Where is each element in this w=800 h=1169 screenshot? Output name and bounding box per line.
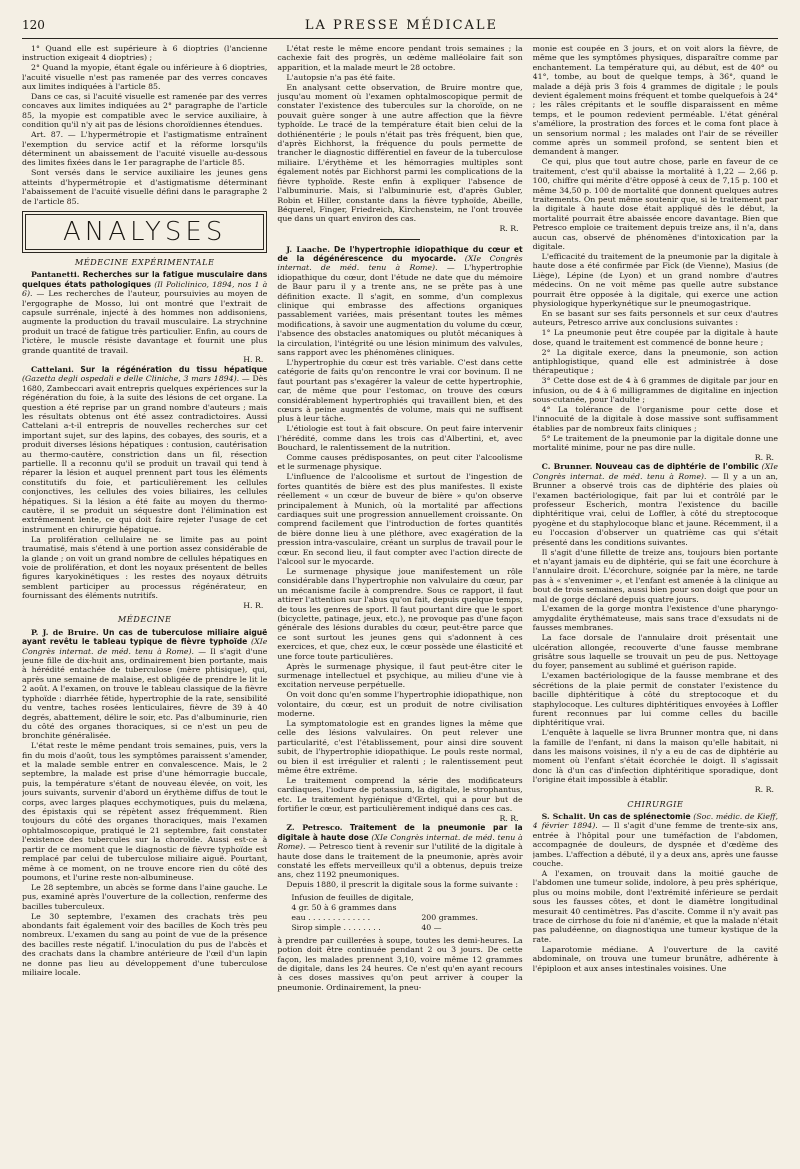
header-rule bbox=[22, 38, 778, 39]
article-paragraph: Le 28 septembre, un abcès se forme dans l'aine gauche. Le pus, examiné après l'ouverture de la collection, renferme des bacilles tuberculeux. bbox=[22, 882, 268, 911]
column-2 bbox=[277, 44, 522, 1159]
article-signature: R. R. bbox=[754, 785, 774, 795]
article-paragraph: Le traitement comprend la série des modificateurs cardiaques, l'iodure de potassium, la digitale, le strophantus, etc. Le traitement hygiénique d'Œrtel, qui a pour but de fortifier le cœur, est particulièrement indiqué dans ces cas. bbox=[277, 775, 523, 814]
conclusion-item: 2° La digitale exerce, dans la pneumonie, son action antiphlogistique, quand elle est administrée à dose thérapeutique ; bbox=[532, 347, 778, 376]
article-body: — Petresco tient à revenir sur l'utilité de la digitale à haute dose dans le traitement de la pneumonie, après avoir constaté les effets merveilleux qu'il a obtenus, depuis treize ans, chez 1192 pneumoniques. bbox=[277, 842, 523, 880]
article-title: Traitement de la pneumonie par la digitale à haute dose bbox=[277, 823, 523, 842]
journal-title: LA PRESSE MÉDICALE bbox=[304, 18, 499, 33]
article-paragraph: L'autopsie n'a pas été faite. bbox=[286, 72, 396, 82]
column-3 bbox=[533, 44, 778, 1159]
article-paragraph: En se basant sur ses faits personnels et sur ceux d'autres auteurs, Petresco arrive aux conclusions suivantes : bbox=[532, 308, 778, 328]
article-de-bruire bbox=[22, 628, 267, 741]
article-paragraph: On voit donc qu'en somme l'hypertrophie idiopathique, non volontaire, du cœur, est un produit de notre civilisation moderne. bbox=[277, 690, 523, 719]
article-paragraph: L'étiologie est tout à fait obscure. On peut faire intervenir l'hérédité, comme dans les trois cas d'Albertini, et, avec Bouchard, le ralentissement de la nutrition. bbox=[277, 424, 523, 453]
article-source: (XIe Congrès internat. de méd. tenu à Rome). bbox=[277, 832, 523, 852]
intro-paragraph: Sont versés dans le service auxiliaire les jeunes gens atteints d'hypermétropie et d'astigmatisme déterminant l'abaissement de l'acuité visuelle défini dans le paragraphe 2 de l'article 85. bbox=[22, 168, 268, 206]
article-author: Z. Petresco. bbox=[286, 823, 343, 833]
conclusion-item: 5° Le traitement de la pneumonie par la digitale donne une mortalité minime, pour ne pas dire nulle. bbox=[532, 433, 778, 453]
article-author: Pantanetti. bbox=[31, 270, 80, 280]
article-author: P. J. de Bruire. bbox=[31, 627, 99, 637]
article-body: — Les recherches de l'auteur, poursuivies au moyen de l'ergographe de Mosso, lui ont montré que l'extrait de capsule surrénale, injecté à des hommes non addisoniens, augmente la production du travail musculaire. La strychnine produit un tracé de fatigue très particulier. Enfin, au cours de l'ictère, le muscle résiste davantage et fournit une plus grande quantité de travail. bbox=[22, 289, 268, 355]
formula-line: 4 gr. 50 à 6 grammes dans bbox=[291, 902, 397, 912]
article-paragraph: Le surmenage physique joue manifestement un rôle considérable dans l'hypertrophie non valvulaire du cœur, par un mécanisme facile à comprendre. Sous ce rapport, il faut attirer l'attention sur l'abus qu'on fait, depuis quelque temps, de tous les genres de sport. Il faut pourtant dire que le sport (bicyclette, patinage, jeux, etc.), ne provoque pas d'une façon générale des lésions durables du cœur, peut-être parce que ce sont surtout les jeunes gens qui s'adonnent à ces exercices, et que, chez eux, le cœur possède une élasticité et une force toute particulières. bbox=[277, 566, 523, 661]
article-signature: H. R. bbox=[243, 601, 264, 611]
article-paragraph: Le 30 septembre, l'examen des crachats très peu abondants fait également voir des bacilles de Koch très peu nombreux. L'examen du sang au point de vue de la présence des bacilles reste négatif. L'inoculation du pus de l'abcès et des crachats dans la chambre antérieure de l'œil d'un lapin ne donne pas lieu au développement d'une tuberculose miliaire locale. bbox=[22, 911, 268, 977]
columns bbox=[22, 44, 778, 1159]
article-title: De l'hypertrophie idiopathique du cœur et de la dégénérescence du myocarde. bbox=[277, 244, 523, 264]
article-body: — Il s'agit d'une femme de trente-six ans, entrée à l'hôpital pour une tuméfaction de l'abdomen, accompagnée de douleurs, de dyspnée et d'œdème des jambes. L'affection a débuté, il y a deux ans, après une fausse couche. bbox=[532, 821, 778, 869]
section-title: ANALYSES bbox=[25, 214, 264, 250]
article-author: C. Brunner. bbox=[541, 462, 593, 472]
article-paragraph: monie est coupée en 3 jours, et on voit alors la fièvre, de même que les symptômes physiques, disparaître comme par enchantement. La température qui, au début, est de 40° ou 41°, tombe, au bout de quelque temps, à 36°, quand le malade a déjà pris 3 fois 4 grammes de digitale ; le pouls devient également moins fréquent et tombe quelquefois à 24° ; les râles crépitants et le souffle disparaissent en même temps, et le poumon redevient perméable. L'état général s'améliore, la prostration des forces et le coma font place à un sensorium normal ; les malades ont l'air de se réveiller comme après un sommeil profond, se sentent bien et demandent à manger. bbox=[532, 44, 778, 157]
intro-paragraph: 1° Quand elle est supérieure à 6 dioptries (l'ancienne instruction exigeait 4 dioptries) ; bbox=[22, 44, 268, 63]
article-signature: R. R. bbox=[754, 452, 774, 462]
article-paragraph: Depuis 1880, il prescrit la digitale sous la forme suivante : bbox=[286, 880, 518, 890]
article-paragraph: L'hypertrophie du cœur est très variable. C'est dans cette catégorie de faits qu'on rencontre le vrai cor bovinum. Il ne faut pourtant pas s'exagérer la valeur de cette hypertrophie, car, de même que pour l'estomac, on trouve des cœurs considérablement hypertrophiés qui travaillent bien, et des cœurs à peine augmentés de volume, mais qui ne suffisent plus à leur tâche. bbox=[277, 358, 523, 424]
formula-line: Sirop simple . . . . . . . . 40 — bbox=[291, 922, 442, 932]
article-paragraph: L'enquête à laquelle se livra Brunner montra que, ni dans la famille de l'enfant, ni dans la maison qu'elle habitait, ni dans les maisons voisines, il n'y a eu de cas de diphtérie au moment où l'enfant s'était écorchée le doigt. Il s'agissait donc là d'un cas d'infection diphtéritique sporadique, dont l'origine était impossible à établir. bbox=[532, 728, 778, 785]
article-paragraph: Il s'agit d'une fillette de treize ans, toujours bien portante et n'ayant jamais eu de diphtérie, qui se fait une écorchure à l'annulaire droit. L'écorchure, soignée par la mère, ne tarde pas à « s'envenimer », et l'enfant est amenée à la clinique au bout de trois semaines, aussi bien pour son doigt que pour un mal de gorge déclaré depuis quatre jours. bbox=[532, 547, 778, 604]
article-paragraph: à prendre par cuillerées à soupe, toutes les demi-heures. La potion doit être continuée pendant 2 ou 3 jours. De cette façon, les malades prennent 3,10, voire même 12 grammes de digitale, dans les 24 heures. Ce n'est qu'en ayant recours à ces doses massives qu'on peut arriver à couper la pneumonie. Ordinairement, la pneu- bbox=[277, 935, 523, 992]
conclusion-item: 1° La pneumonie peut être coupée par la digitale à haute dose, quand le traitement est commencé de bonne heure ; bbox=[532, 328, 778, 347]
article-paragraph: L'examen bactériologique de la fausse membrane et des sécrétions de la plaie permit de constater l'existence du bacille diphtéritique à côté du streptocoque et du staphylocoque. Les cultures diphtéritiques envoyées à Loffler furent reconnues par lui comme celles du bacille diphtéritique vrai. bbox=[532, 671, 778, 728]
formula-line: Infusion de feuilles de digitale, bbox=[291, 892, 414, 902]
article-title: Un cas de splénectomie bbox=[588, 812, 691, 821]
article-author: Cattelani. bbox=[31, 364, 74, 374]
article-paragraph: L'examen de la gorge montra l'existence d'une pharyngo-amygdalite érythémateuse, mais sans trace d'exsudats ni de fausses membranes. bbox=[532, 604, 778, 633]
rubric-heading: MÉDECINE EXPÉRIMENTALE bbox=[74, 256, 215, 267]
article-paragraph: La face dorsale de l'annulaire droit présentait une ulcération allongée, recouverte d'une fausse membrane grisâtre sous laquelle se trouvait un peu de pus. Nettoyage du foyer, pansement au sublimé et guérison rapide. bbox=[532, 633, 778, 671]
article-source: (Il Policlinico, 1894, nos 1 à 6). bbox=[22, 279, 268, 299]
article-source: (XIe Congrès internat. de méd. tenu à Rome). bbox=[532, 462, 778, 481]
article-title: Recherches sur la fatigue musculaire dans quelques états pathologiques bbox=[22, 270, 268, 289]
article-title: Sur la régénération du tissu hépatique bbox=[80, 364, 268, 374]
article-petresco bbox=[277, 823, 522, 879]
intro-paragraph: Dans ce cas, si l'acuité visuelle est ramenée par des verres concaves aux limites indiquées au 2° paragraphe de l'article 85, la myopie est compatible avec le service auxiliaire, à condition qu'il n'y ait pas de lésions choroïdiennes étendues. bbox=[22, 92, 268, 130]
article-source: (XIe Congrès internat. de méd. tenu à Rome). bbox=[277, 254, 523, 273]
article-pantanetti bbox=[22, 270, 267, 355]
article-paragraph: L'état reste le même pendant trois semaines, puis, vers la fin du mois d'août, tous les symptômes paraissent s'amender, et la malade semble entrer en convalescence. Mais, le 2 septembre, la malade est prise d'une hémorragie buccale, puis, la température s'étant de nouveau élevée, on voit, les jours suivants, survenir d'abord un érythème diffus de tout le corps, avec larges plaques ecchymotiques, puis du melæna, des épistaxis qui se répètent assez fréquemment. Rien toujours du côté des organes thoraciques, mais l'examen ophtalmoscopique, pratiqué le 21 septembre, fait constater l'existence des tubercules sur la choroïde. Aussi est-ce à partir de ce moment que le diagnostic de fièvre typhoïde est remplacé par celui de tuberculose miliaire aiguë. Pourtant, même à ce moment, on ne trouve encore rien du côté des poumons, et l'urine reste non-albumineuse. bbox=[22, 741, 268, 882]
article-paragraph: Après le surmenage physique, il faut peut-être citer le surmenage intellectuel et psychique, au milieu d'une vie à excitation nerveuse perpétuelle. bbox=[277, 661, 523, 690]
article-body: — Dès 1680, Zambeccari avait entrepris quelques expériences sur la régénération du foie, à la suite des lésions de cet organe. La question a été reprise par un grand nombre d'auteurs ; mais les résultats obtenus ont été assez contradictoires. Aussi Cattelani a-t-il entrepris de nouvelles recherches sur cet important sujet, sur des lapins, des cobayes, des souris, et a produit diverses lésions hépatiques : contusion, cautérisation au thermo-cautère, constriction dans un fil, résection partielle. Il a reconnu qu'il se produit un travail qui tend à réparer la lésion et auquel prennent part tous les éléments constitutifs du foie, et particulièrement les cellules conjonctives, les cellules des voies biliaires, les cellules hépatiques. Si la lésion a été faite au moyen du thermo-cautère, il se produit un séquestre dont l'élimination est extrêmement lente, ce qui doit faire rejeter l'usage de cet instrument en chirurgie hépatique. bbox=[22, 374, 268, 534]
article-source: (XIe Congrès internat. de méd. tenu à Rome). bbox=[22, 637, 268, 656]
article-signature: R. R. bbox=[499, 224, 519, 234]
rubric-heading: MÉDECINE bbox=[117, 614, 172, 625]
rubric-heading: CHIRURGIE bbox=[627, 798, 684, 809]
article-paragraph: L'influence de l'alcoolisme et surtout de l'ingestion de fortes quantités de bière est des plus manifestes. Il existe réellement « un cœur de buveur de bière » qu'on observe principalement à Munich, où la mortalité par affections cardiaques suit une progression annuellement croissante. On comprend facilement que l'introduction de fortes quantités de bière donne lieu à une pléthore, avec exagération de la pression intra-vasculaire, créant un surplus de travail pour le cœur. En second lieu, il faut compter avec l'action directe de l'alcool sur le myocarde. bbox=[277, 472, 523, 567]
separator bbox=[380, 239, 420, 240]
article-body: — Il s'agit d'une jeune fille de dix-huit ans, ordinairement bien portante, mais à hérédité entachée de tuberculose (mère phtisique), qui, après une semaine de malaise, est obligée de prendre le lit le 2 août. A l'examen, on trouve le tableau classique de la fièvre typhoïde : diarrhée fétide, hypertrophie de la rate, sensibilité du ventre, taches rosées lenticulaires, fièvre de 39 à 40 degrés, abattement, délire le soir, etc. Pas d'albuminurie, rien du côté des organes thoraciques, si ce n'est un peu de bronchite généralisée. bbox=[22, 646, 268, 741]
article-paragraph: La prolifération cellulaire ne se limite pas au point traumatisé, mais s'étend à une portion assez considérable de la glande ; on voit un grand nombre de cellules hépatiques en voie de prolifération, et dont les noyaux présentent de belles figures karyokinétiques : les restes des noyaux détruits semblent participer au processus régénérateur, en fournissant des éléments nutritifs. bbox=[22, 534, 268, 601]
article-paragraph: L'état reste le même encore pendant trois semaines ; la cachexie fait des progrès, un œdème malléolaire fait son apparition, et la malade meurt le 28 octobre. bbox=[277, 44, 523, 72]
page-number: 120 bbox=[22, 18, 45, 32]
article-paragraph: Laparotomie médiane. A l'ouverture de la cavité abdominale, on trouva une tumeur brunâtre, adhérente à l'épiploon et aux anses intestinales voisines. Une bbox=[532, 944, 778, 973]
article-author: J. Laache. bbox=[286, 244, 331, 254]
article-author: S. Schalit. bbox=[541, 812, 586, 821]
article-paragraph: La symptomatologie est en grandes lignes la même que celle des lésions valvulaires. On peut relever une particularité, c'est l'établissement, pour ainsi dire souvent subit, de l'hypertrophie idiopathique. Le pouls reste normal, ou bien il est irrégulier et ralenti ; le ralentissement peut même être extrême. bbox=[277, 718, 523, 775]
intro-paragraph: Art. 87. — L'hypermétropie et l'astigmatisme entraînent l'exemption du service actif et la réforme lorsqu'ils déterminent un abaissement de l'acuité visuelle au-dessous des limites fixées dans le 1er paragraphe de l'article 85. bbox=[22, 130, 268, 168]
prescription-formula bbox=[291, 893, 522, 933]
intro-paragraph: 2° Quand la myopie, étant égale ou inférieure à 6 dioptries, l'acuité visuelle n'est pas ramenée par des verres concaves aux limites indiquées à l'article 85. bbox=[22, 63, 268, 92]
section-title-box bbox=[22, 211, 267, 253]
article-cattelani bbox=[22, 365, 267, 534]
article-paragraph: Ce qui, plus que tout autre chose, parle en faveur de ce traitement, c'est qu'il abaisse la mortalité à 1,22 — 2,66 p. 100, chiffre qui mérite d'être opposé à ceux de 7,15 p. 100 et même 34,50 p. 100 de mortalité que donnent quelques autres traitements. On peut même soutenir que, si le traitement par la digitale à haute dose était appliqué dès le début, la mortalité pourrait être abaissée encore davantage. Bien que Petresco emploie ce traitement depuis treize ans, il n'a, dans aucun cas, observé de phénomènes d'intoxication par la digitale. bbox=[532, 157, 778, 252]
article-body: — L'hypertrophie idiopathique du cœur, dont l'étude ne date que du mémoire de Baur paru il y a trente ans, ne se prête pas à une définition exacte. Il s'agit, en somme, d'un complexus clinique qui embrasse des affections organiques passablement variées, mais présentant toutes les mêmes modifications, à savoir une augmentation du volume du cœur, l'absence des obstacles anatomiques ou plutôt mécaniques à la circulation, l'intégrité ou une lésion minimum des valvules, sans rapport avec les phénomènes cliniques. bbox=[277, 263, 523, 358]
article-paragraph: En analysant cette observation, de Bruire montre que, jusqu'au moment où l'examen ophtalmoscopique permit de constater l'existence des tubercules sur la choroïde, on ne pouvait guère songer à une autre affection que la fièvre typhoïde. Le tracé de la température était bien celui de la dothiénentérie ; le pouls n'était pas très fréquent, bien que, d'après Eichhorst, la fréquence du pouls permette de trancher le diagnostic différentiel en faveur de la tuberculose miliaire. L'érythème et les hémorragies multiples sont également notés par Eichhorst parmi les complications de la fièvre typhoïde. Reste enfin à expliquer l'absence de l'albuminurie. Mais, si l'albuminurie est, d'après Gubler, Robin et Hiller, constante dans la fièvre typhoïde, Abeille, Béquerel, Finger, Friedreich, Kirchensteim, ne l'ont trouvée que dans un quart environ des cas. bbox=[277, 82, 523, 224]
article-signature: R. R. bbox=[499, 814, 519, 823]
article-paragraph: A l'examen, on trouvait dans la moitié gauche de l'abdomen une tumeur solide, indolore, à peu près sphérique, plus ou moins mobile, dont l'extrémité inférieure se perdait sous les fausses côtes, et dont le diamètre longitudinal mesurait 40 centimètres. Pas d'ascite. Comme il n'y avait pas trace de cirrhose du foie ni d'anémie, et que la malade n'était pas paludéenne, on diagnostiqua une tumeur kystique de la rate. bbox=[532, 868, 778, 944]
article-source: (Soc. médic. de Kieff, 4 février 1894). bbox=[532, 812, 778, 831]
running-head bbox=[22, 18, 778, 34]
column-1 bbox=[22, 44, 267, 1159]
formula-line: eau . . . . . . . . . . . . . 200 grammes. bbox=[291, 912, 478, 922]
article-brunner bbox=[533, 462, 778, 547]
article-signature: H. R. bbox=[243, 355, 264, 365]
article-paragraph: Comme causes prédisposantes, on peut citer l'alcoolisme et le surmenage physique. bbox=[277, 453, 523, 472]
article-laache bbox=[277, 245, 522, 358]
article-title: Un cas de tuberculose miliaire aiguë ayant revêtu le tableau typique de fièvre typhoïde bbox=[22, 627, 268, 647]
conclusion-item: 3° Cette dose est de 4 à 6 grammes de digitale par jour en infusion, ou de 4 à 6 milligrammes de digitaline en injection sous-cutanée, pour l'adulte ; bbox=[532, 376, 778, 405]
article-title: Nouveau cas de diphtérie de l'ombilic bbox=[595, 462, 759, 472]
article-source: (Gazetta degli ospedali e delle Cliniche, 3 mars 1894). bbox=[22, 374, 240, 384]
article-paragraph: L'efficacité du traitement de la pneumonie par la digitale à haute dose a été confirmée par Fick (de Vienne), Masius (de Liège), Lépine (de Lyon) et un grand nombre d'autres médecins. On ne voit même pas quelle autre substance pourrait être opposée à la digitale, qui exerce une action physiologique hyperkynétique sur le pneumogastrique. bbox=[532, 251, 778, 308]
conclusion-item: 4° La tolérance de l'organisme pour cette dose et l'innocuité de la digitale à dose massive sont suffisamment établies par de nombreux faits cliniques ; bbox=[532, 404, 778, 433]
article-schalit bbox=[533, 812, 778, 868]
article-body: — Il y a un an, Brunner a observé trois cas de diphtérie des plaies où l'examen bactériologique, fait par lui et contrôlé par le professeur Escherich, montra l'existence du bacille diphtéritique vrai, celui de Loffler, à côté du streptocoque pyogène et du staphylocoque blanc et jaune. Récemment, il a eu l'occasion d'observer un quatrième cas qui s'était présenté dans les conditions suivantes. bbox=[532, 471, 778, 547]
